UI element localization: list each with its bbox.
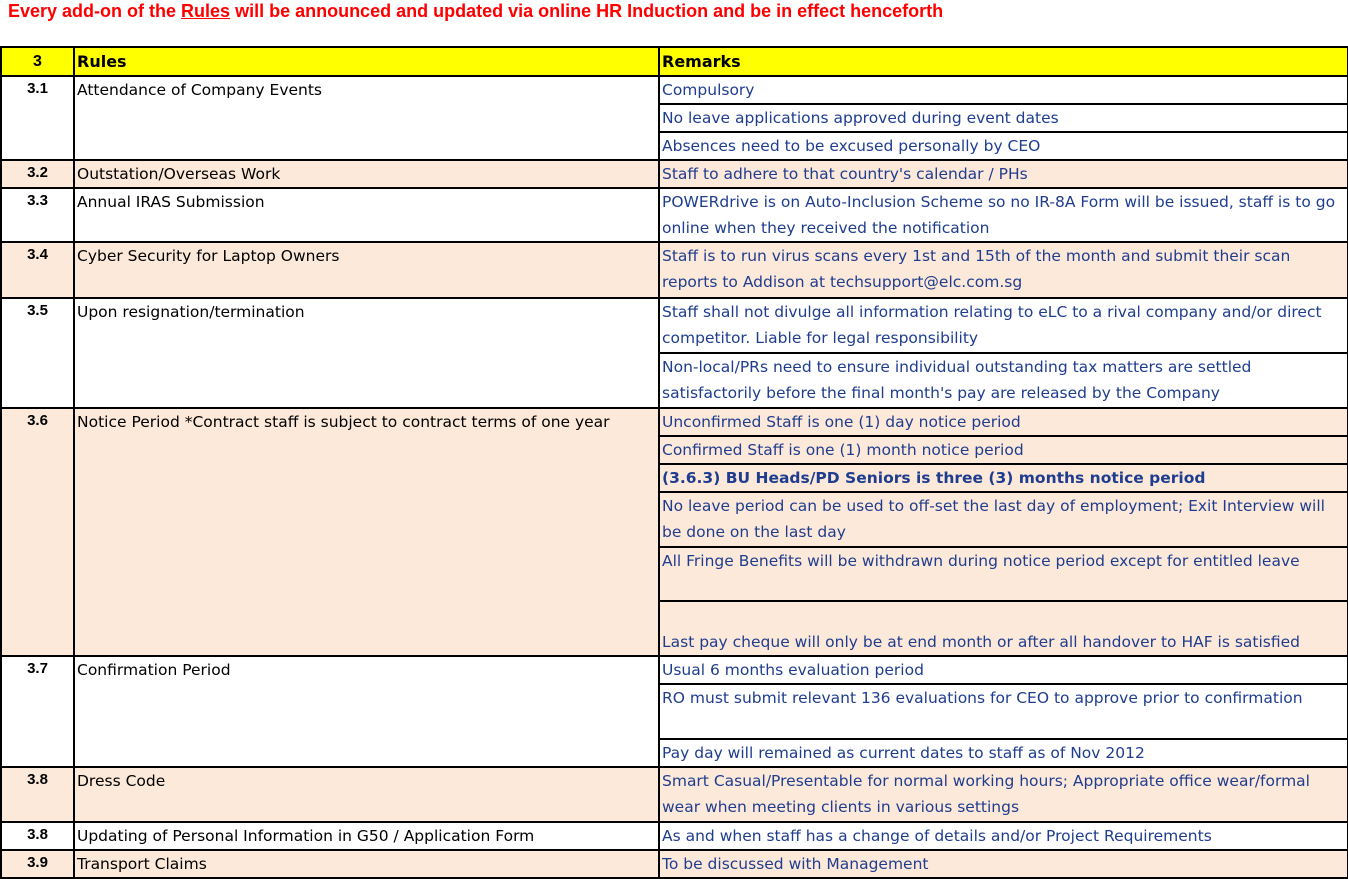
rules-table <box>0 46 1348 879</box>
banner-rules-link: Rules <box>181 1 231 21</box>
table-row <box>1 76 1348 104</box>
table-row <box>1 408 1348 436</box>
table-row <box>1 298 1348 353</box>
remark-cell: Smart Casual/Presentable for normal working hours; Appropriate office wear/formal wear when meeting clients in various settings <box>659 767 1348 822</box>
table-header-row <box>1 47 1348 76</box>
remark-cell: Staff to adhere to that country's calendar / PHs <box>659 160 1348 188</box>
remark-cell: Absences need to be excused personally by CEO <box>659 132 1348 160</box>
banner-suffix: will be announced and updated via online HR Induction and be in effect henceforth <box>230 1 944 21</box>
remark-cell: Unconfirmed Staff is one (1) day notice period <box>659 408 1348 436</box>
remark-cell: Pay day will remained as current dates to staff as of Nov 2012 <box>659 739 1348 767</box>
remark-cell: No leave applications approved during event dates <box>659 104 1348 132</box>
table-row <box>1 656 1348 684</box>
header-rules: Rules <box>74 47 659 76</box>
rule-number: 3.7 <box>1 656 74 767</box>
remark-cell: Confirmed Staff is one (1) month notice period <box>659 436 1348 464</box>
rule-number: 3.8 <box>1 822 74 850</box>
announcement-banner <box>8 0 943 22</box>
rule-name: Confirmation Period <box>74 656 659 767</box>
table-row <box>1 242 1348 298</box>
remark-cell: As and when staff has a change of details and/or Project Requirements <box>659 822 1348 850</box>
remark-cell: Usual 6 months evaluation period <box>659 656 1348 684</box>
rule-name: Notice Period *Contract staff is subject to contract terms of one year <box>74 408 659 656</box>
remark-cell: All Fringe Benefits will be withdrawn during notice period except for entitled leave <box>659 547 1348 601</box>
remark-cell: No leave period can be used to off-set the last day of employment; Exit Interview will be done on the last day <box>659 492 1348 547</box>
remark-cell: Non-local/PRs need to ensure individual outstanding tax matters are settled satisfactorily before the final month's pay are released by the Company <box>659 353 1348 408</box>
rule-number: 3.6 <box>1 408 74 656</box>
table-row <box>1 188 1348 242</box>
rule-name: Dress Code <box>74 767 659 822</box>
table-row <box>1 160 1348 188</box>
rule-number: 3.8 <box>1 767 74 822</box>
rule-number: 3.9 <box>1 850 74 878</box>
rule-number: 3.1 <box>1 76 74 160</box>
rule-name: Annual IRAS Submission <box>74 188 659 242</box>
rule-name: Transport Claims <box>74 850 659 878</box>
table-row <box>1 822 1348 850</box>
rule-number: 3.2 <box>1 160 74 188</box>
remark-cell: Compulsory <box>659 76 1348 104</box>
remark-cell: Staff is to run virus scans every 1st and 15th of the month and submit their scan reports to Addison at techsupport@elc.com.sg <box>659 242 1348 298</box>
rule-name: Cyber Security for Laptop Owners <box>74 242 659 298</box>
header-remarks: Remarks <box>659 47 1348 76</box>
banner-prefix: Every add-on of the <box>8 1 182 21</box>
rule-name: Outstation/Overseas Work <box>74 160 659 188</box>
rule-number: 3.5 <box>1 298 74 408</box>
table-row <box>1 767 1348 822</box>
remark-cell: RO must submit relevant 136 evaluations for CEO to approve prior to confirmation <box>659 684 1348 739</box>
remark-cell: POWERdrive is on Auto-Inclusion Scheme so no IR-8A Form will be issued, staff is to go online when they received the notification <box>659 188 1348 242</box>
rule-name: Upon resignation/termination <box>74 298 659 408</box>
rule-name: Updating of Personal Information in G50 / Application Form <box>74 822 659 850</box>
remark-cell: Staff shall not divulge all information relating to eLC to a rival company and/or direct competitor. Liable for legal responsibility <box>659 298 1348 353</box>
remark-cell-bold: (3.6.3) BU Heads/PD Seniors is three (3) months notice period <box>659 464 1348 492</box>
remark-cell: Last pay cheque will only be at end month or after all handover to HAF is satisfied <box>659 601 1348 656</box>
table-row <box>1 850 1348 878</box>
rule-name: Attendance of Company Events <box>74 76 659 160</box>
rule-number: 3.4 <box>1 242 74 298</box>
remark-cell: To be discussed with Management <box>659 850 1348 878</box>
header-number: 3 <box>1 47 74 76</box>
rule-number: 3.3 <box>1 188 74 242</box>
